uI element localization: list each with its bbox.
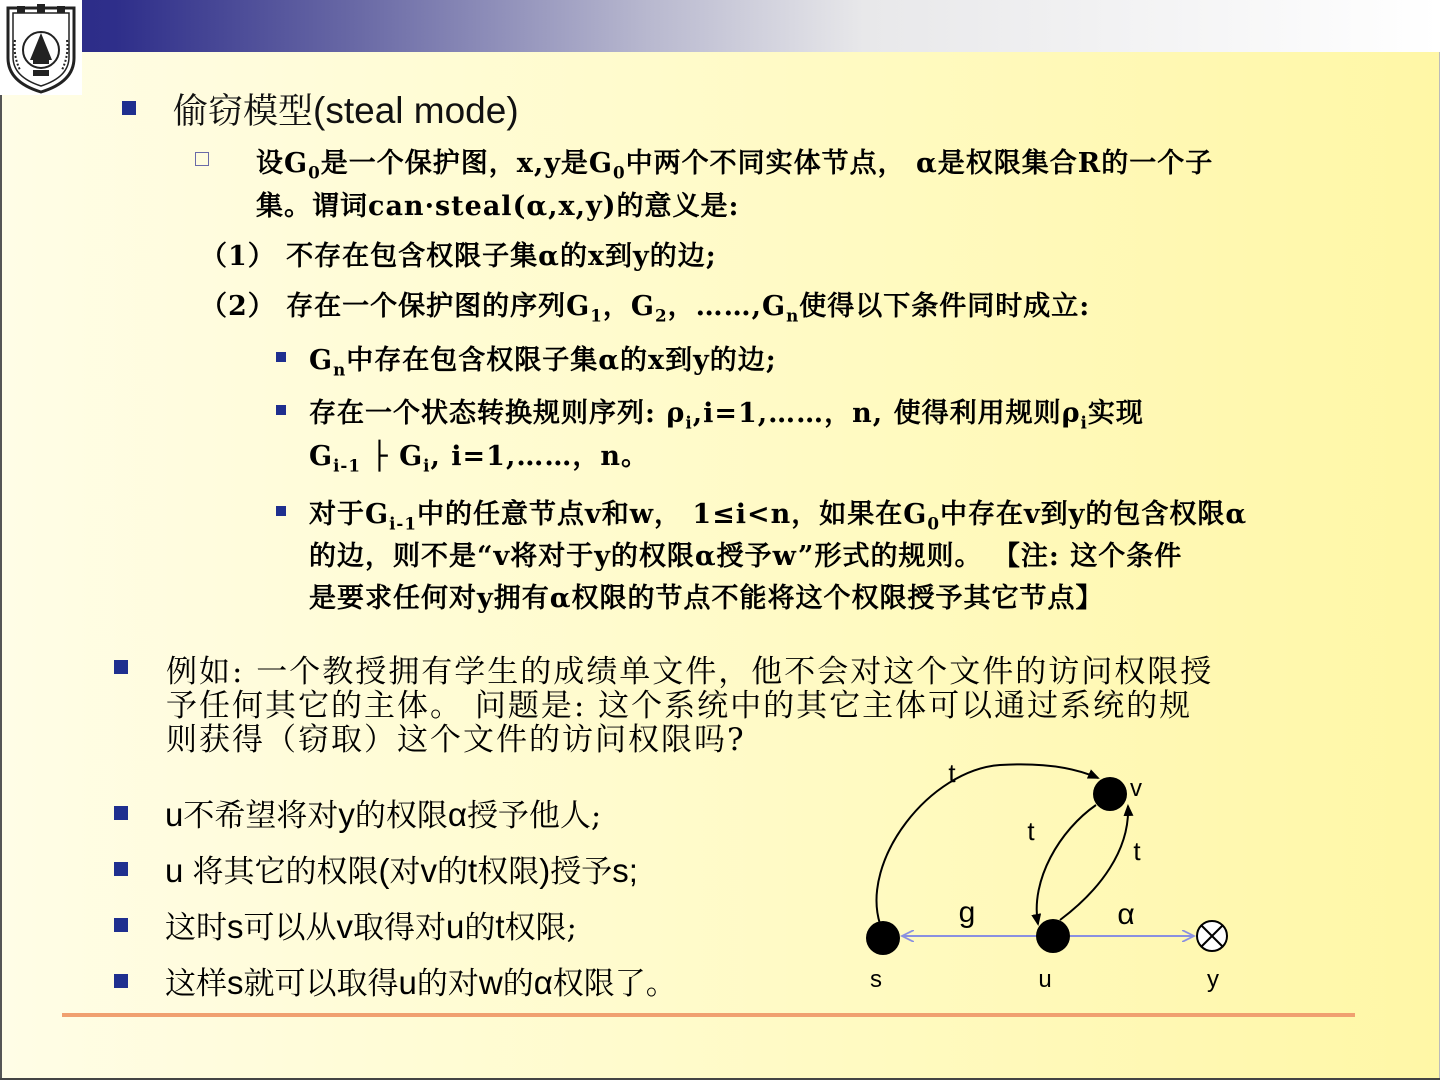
bullet-icon (114, 806, 128, 820)
sub-condition-2-line-1: 存在一个状态转换规则序列: $\rho_i,i=1,\dots\dots$，n, 使得利用规则$\rho_i$实现 (309, 398, 1144, 433)
example-line-1: 例如: 一个教授拥有学生的成绩单文件，他不会对这个文件的访问权限授 (166, 654, 1214, 690)
sub-condition-3-line-2: 的边，则不是“v将对于y的权限α授予w”形式的规则。 【注: 这个条件 (309, 541, 1183, 572)
sub-condition-3-line-1: 对于$G_{i-1}$中的任意节点v和w， 1≤i<n，如果在$G_0$中存在v到y的包含权限α (309, 499, 1248, 534)
title-en: (steal mode) (313, 90, 519, 131)
condition-2: （2） 存在一个保护图的序列$G_1$，$G_2$，$\dots\dots,G_n$使得以下条件同时成立: (200, 291, 1091, 326)
step-3: 这时s可以从v取得对u的t权限; (165, 908, 577, 946)
label-s: s (870, 966, 882, 993)
bullet-icon (276, 405, 286, 415)
bullet-icon (114, 660, 128, 674)
edge-label-u-to-s: g (958, 896, 976, 929)
bullet-icon (114, 974, 128, 988)
title-cn: 偷窃模型 (173, 92, 314, 132)
slide-title (173, 84, 519, 134)
sub-condition-2-line-2: $G_{i-1}$ ├ $G_i$, i=1,……，n。 (309, 441, 649, 476)
edge-v-to-u (1037, 805, 1096, 924)
edge-label-v-to-u: t (1027, 816, 1035, 846)
bullet-icon (114, 918, 128, 932)
bullet-icon (276, 352, 286, 362)
sub-condition-1: $G_n$中存在包含权限子集α的x到y的边; (309, 345, 777, 380)
step-2: u 将其它的权限(对v的t权限)授予s; (165, 852, 638, 890)
node-v (1093, 777, 1127, 811)
edge-label-u-to-y: α (1117, 898, 1135, 931)
footer-divider (62, 1013, 1355, 1017)
take-grant-graph-diagram (850, 755, 1250, 1000)
header-gradient-bar (0, 0, 1440, 52)
sub-condition-3-line-3: 是要求任何对y拥有α权限的节点不能将这个权限授予其它节点】 (309, 583, 1104, 614)
node-u (1036, 919, 1070, 953)
example-line-3: 则获得（窃取）这个文件的访问权限吗? (166, 722, 746, 758)
label-y: y (1207, 966, 1219, 993)
node-s (866, 921, 900, 955)
definition-line-2: 集。谓词can·steal(α,x,y)的意义是: (256, 191, 740, 222)
edge-s-to-v (877, 764, 1098, 924)
bullet-icon (114, 862, 128, 876)
edge-label-u-to-v: t (1133, 836, 1141, 866)
definition-line-1: 设$G_0$是一个保护图，x,y是$G_0$中两个不同实体节点， α是权限集合R的一个子 (256, 148, 1214, 183)
example-line-2: 予任何其它的主体。 问题是: 这个系统中的其它主体可以通过系统的规 (166, 688, 1193, 724)
edge-label-s-to-v: t (948, 758, 956, 788)
bullet-icon (122, 101, 136, 115)
step-4: 这样s就可以取得u的对w的α权限了。 (165, 964, 677, 1002)
condition-1: （1） 不存在包含权限子集α的x到y的边; (200, 241, 717, 272)
bullet-icon (276, 506, 286, 516)
hollow-bullet-icon (195, 152, 209, 166)
university-seal-icon (0, 0, 82, 95)
label-v: v (1130, 775, 1142, 802)
label-u: u (1038, 966, 1052, 993)
slide-left-border (0, 95, 2, 1080)
step-1: u不希望将对y的权限α授予他人; (165, 796, 602, 834)
university-logo (0, 0, 82, 95)
node-y-crossed-icon (1197, 921, 1227, 951)
